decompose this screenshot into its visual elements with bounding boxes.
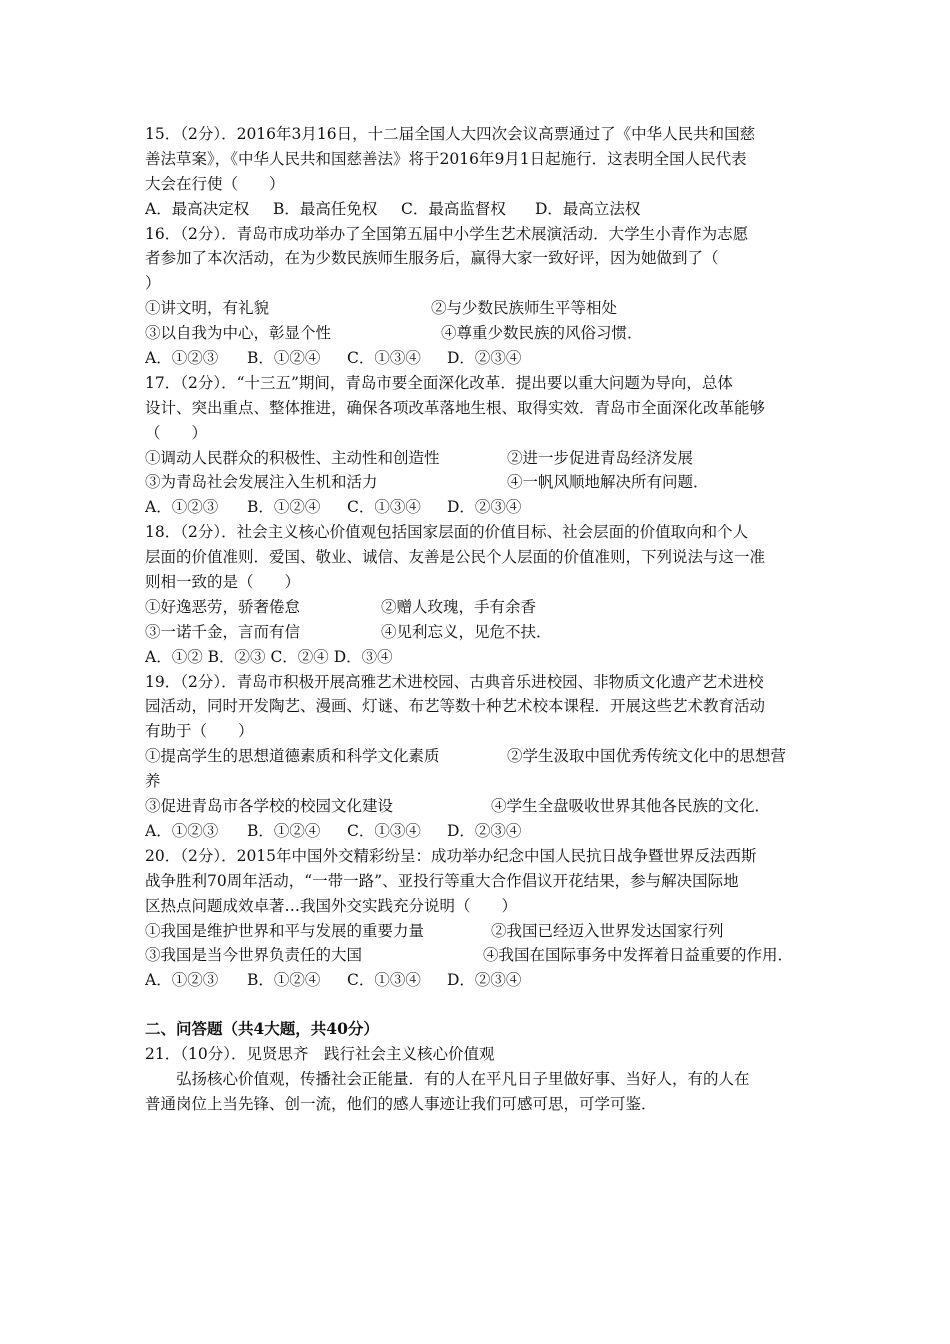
statement-3: ③为青岛社会发展注入生机和活力 (145, 473, 378, 492)
question-text: 大会在行使（ ） (145, 174, 285, 193)
statement-2: ②学生汲取中国优秀传统文化中的思想营 (507, 747, 787, 766)
answer-options (145, 968, 810, 993)
option-a: A．①②③ (145, 498, 219, 517)
passage-text: 弘扬核心价值观，传播社会正能量．有的人在平凡日子里做好事、当好人，有的人在 (176, 1069, 750, 1088)
statement-row (145, 794, 810, 819)
statement-1: ①好逸恶劳，骄奢倦怠 (145, 597, 301, 616)
question-text: 15．（2分）．2016年3月16日，十二届全国人大四次会议高票通过了《中华人民共和国慈 (145, 125, 756, 143)
question-18 (145, 520, 810, 669)
option-b: B．①②④ (247, 349, 321, 368)
question-19 (145, 670, 810, 844)
statement-row (145, 919, 810, 944)
option-d: D．②③④ (447, 971, 522, 990)
question-text: 善法草案》，《中华人民共和国慈善法》将于2016年9月1日起施行．这表明全国人民代表 (145, 149, 747, 168)
option-c: C．①③④ (347, 971, 421, 990)
statement-3: ③我国是当今世界负责任的大国 (145, 946, 363, 965)
question-text: 层面的价值准则．爱国、敬业、诚信、友善是公民个人层面的价值准则，下列说法与这一准 (145, 548, 766, 567)
statement-row (145, 595, 810, 620)
statement-row (145, 943, 810, 968)
question-text: 20．（2分）．2015年中国外交精彩纷呈：成功举办纪念中国人民抗日战争暨世界反法西斯 (145, 846, 757, 865)
statement-3: ③以自我为中心，彰显个性 (145, 324, 332, 343)
question-21 (145, 1042, 810, 1117)
question-text: （ ） (145, 423, 208, 442)
option-a: A．最高决定权 (145, 199, 250, 218)
question-text: 设计、突出重点、整体推进，确保各项改革落地生根、取得实效．青岛市全面深化改革能够 (145, 398, 766, 417)
statement-row (145, 620, 810, 645)
passage-text: 普通岗位上当先锋、创一流，他们的感人事迹让我们可感可思，可学可鉴． (145, 1094, 657, 1113)
statement-4: ④见利忘义，见危不扶． (381, 622, 552, 641)
question-text: 有助于（ ） (145, 722, 254, 741)
option-c: C．①③④ (347, 821, 421, 840)
option-d: D．②③④ (447, 498, 522, 517)
statement-2-continued: 养 (145, 772, 161, 791)
question-text: 18．（2分）．社会主义核心价值观包括国家层面的价值目标、社会层面的价值取向和个人 (145, 523, 749, 542)
question-text: 19．（2分）．青岛市积极开展高雅艺术进校园、古典音乐进校园、非物质文化遗产艺术进校 (145, 672, 764, 691)
statement-4: ④我国在国际事务中发挥着日益重要的作用． (483, 946, 794, 965)
question-text: 21．（10分）．见贤思齐 践行社会主义核心价值观 (145, 1045, 495, 1064)
question-text: 者参加了本次活动，在为少数民族师生服务后，赢得大家一致好评，因为她做到了（ (145, 249, 719, 268)
statement-1: ①提高学生的思想道德素质和科学文化素质 (145, 747, 440, 766)
statement-row (145, 296, 810, 321)
answer-options (145, 495, 810, 520)
exam-page-content (145, 122, 810, 1117)
option-a: A．①②③ (145, 349, 219, 368)
question-text: 区热点问题成效卓著…我国外交实践充分说明（ ） (145, 896, 518, 915)
statement-2: ②进一步促进青岛经济发展 (507, 448, 694, 467)
statement-4: ④学生全盘吸收世界其他各民族的文化． (491, 797, 771, 816)
section-heading: 二、问答题（共4大题，共40分） (145, 1019, 379, 1039)
option-d: D．②③④ (447, 349, 522, 368)
option-b: B．最高任免权 (273, 199, 378, 218)
option-b: B．①②④ (247, 971, 321, 990)
statement-4: ④尊重少数民族的风俗习惯． (441, 324, 643, 343)
statement-3: ③一诺千金，言而有信 (145, 622, 301, 641)
option-a: A．①②③ (145, 821, 219, 840)
option-b: B．①②④ (247, 498, 321, 517)
option-d: D．②③④ (447, 821, 522, 840)
option-c: C．①③④ (347, 498, 421, 517)
option-b: B．①②④ (247, 821, 321, 840)
question-text: ） (145, 274, 161, 293)
statement-1: ①讲文明，有礼貌 (145, 299, 270, 318)
answer-options (145, 819, 810, 844)
question-text: 17．（2分）．“十三五”期间，青岛市要全面深化改革．提出要以重大问题为导向，总体 (145, 373, 733, 392)
option-d: D．最高立法权 (535, 199, 641, 218)
statement-row (145, 470, 810, 495)
answer-options (145, 346, 810, 371)
statement-3: ③促进青岛市各学校的校园文化建设 (145, 797, 394, 816)
option-a: A．①②③ (145, 971, 219, 990)
statement-2: ②与少数民族师生平等相处 (431, 299, 618, 318)
question-text: 16．（2分）．青岛市成功举办了全国第五届中小学生艺术展演活动．大学生小青作为志愿 (145, 224, 749, 243)
statement-4: ④一帆风顺地解决所有问题． (507, 473, 709, 492)
question-17 (145, 371, 810, 520)
answer-options: A．①② B．②③ C．②④ D．③④ (145, 647, 393, 666)
statement-1: ①调动人民群众的积极性、主动性和创造性 (145, 448, 440, 467)
statement-row (145, 446, 810, 471)
question-text: 则相一致的是（ ） (145, 573, 301, 592)
question-text: 园活动，同时开发陶艺、漫画、灯谜、布艺等数十种艺术校本课程．开展这些艺术教育活动 (145, 697, 766, 716)
statement-row (145, 744, 810, 769)
question-20 (145, 844, 810, 993)
question-16 (145, 222, 810, 371)
answer-options (145, 197, 810, 222)
statement-2: ②赠人玫瑰，手有余香 (381, 597, 537, 616)
option-c: C．最高监督权 (401, 199, 506, 218)
question-15 (145, 122, 810, 222)
statement-2: ②我国已经迈入世界发达国家行列 (491, 921, 724, 940)
statement-1: ①我国是维护世界和平与发展的重要力量 (145, 921, 425, 940)
question-text: 战争胜利70周年活动，“一带一路”、亚投行等重大合作倡议开花结果，参与解决国际地 (145, 871, 739, 890)
statement-row (145, 321, 810, 346)
option-c: C．①③④ (347, 349, 421, 368)
